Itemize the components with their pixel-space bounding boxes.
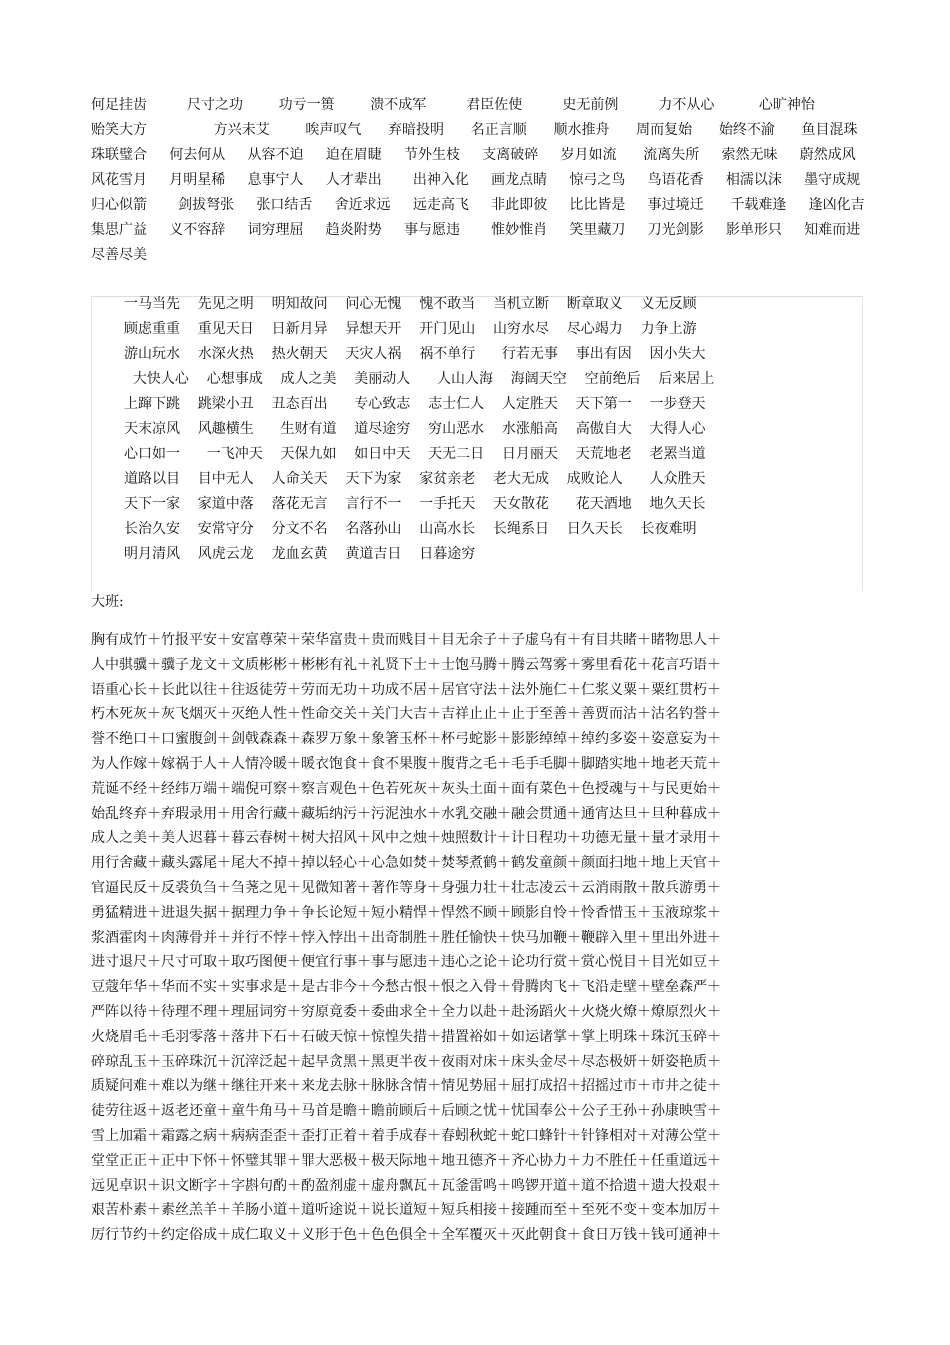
idiom-chain-row: 徒劳往返＋返老还童＋童牛角马＋马首是瞻＋瞻前顾后＋后顾之忧＋忧国奉公＋公子王孙＋孙康映雪＋ bbox=[91, 1103, 721, 1120]
idiom-row: 一马当先 先见之明 明知故问 问心无愧 愧不敢当 当机立断 断章取义 义无反顾 bbox=[124, 296, 697, 312]
idiom-chain-row: 勇猛精进＋进退失据＋据理力争＋争长论短＋短小精悍＋悍然不顾＋顾影自怜＋怜香惜玉＋玉液琼浆＋ bbox=[91, 904, 721, 921]
class-label: 大班: bbox=[91, 594, 124, 610]
idiom-row: 贻笑大方 方兴未艾 唉声叹气 弃暗投明 名正言顺 顺水推舟 周而复始 始终不渝 鱼目混珠 bbox=[91, 122, 858, 138]
idiom-chain-row: 厉行节约＋约定俗成＋成仁取义＋义形于色＋色色俱全＋全军覆灭＋灭此朝食＋食日万钱＋钱可通神＋ bbox=[91, 1227, 721, 1244]
idiom-row: 尽善尽美 bbox=[91, 247, 147, 263]
idiom-chain-row: 始乱终弃＋弃瑕录用＋用舍行藏＋藏垢纳污＋污泥浊水＋水乳交融＋融会贯通＋通宵达旦＋旦种暮成＋ bbox=[91, 805, 721, 822]
idiom-chain-row: 雪上加霜＋霜露之病＋病病歪歪＋歪打正着＋着手成春＋春蚓秋蛇＋蛇口蜂针＋针锋相对＋对薄公堂＋ bbox=[91, 1127, 721, 1144]
idiom-row: 珠联璧合 何去何从 从容不迫 迫在眉睫 节外生枝 支离破碎 岁月如流 流离失所 索然无味 蔚然成风 bbox=[91, 147, 856, 163]
idiom-chain-row: 火烧眉毛＋毛羽零落＋落井下石＋石破天惊＋惊惶失措＋措置裕如＋如运诸掌＋掌上明珠＋珠沉玉碎＋ bbox=[91, 1028, 721, 1045]
idiom-chain-row: 胸有成竹＋竹报平安＋安富尊荣＋荣华富贵＋贵而贱目＋目无余子＋子虚乌有＋有目共睹＋睹物思人＋ bbox=[91, 632, 721, 648]
idiom-row: 天下一家 家道中落 落花无言 言行不一 一手托天 天女散花 花天酒地 地久天长 bbox=[124, 496, 706, 512]
idiom-row: 集思广益 义不容辞 词穷理屈 趋炎附势 事与愿违 惟妙惟肖 笑里藏刀 刀光剑影 影单形只 知难而进 bbox=[91, 222, 861, 238]
idiom-row: 上蹿下跳 跳梁小丑 丑态百出 专心致志 志士仁人 人定胜天 天下第一 一步登天 bbox=[124, 396, 706, 412]
idiom-chain-row: 荒诞不经＋经纬万端＋端倪可察＋察言观色＋色若死灰＋灰头土面＋面有菜色＋色授魂与＋与民更始＋ bbox=[91, 780, 721, 797]
idiom-chain-row: 成人之美＋美人迟暮＋暮云春树＋树大招风＋风中之烛＋烛照数计＋计日程功＋功德无量＋量才录用＋ bbox=[91, 830, 721, 847]
idiom-row: 大快人心 心想事成 成人之美 美丽动人 人山人海 海阔天空 空前绝后 后来居上 bbox=[124, 371, 715, 387]
idiom-list-section-1 bbox=[91, 93, 871, 268]
idiom-row: 归心似箭 剑拔弩张 张口结舌 舍近求远 远走高飞 非此即彼 比比皆是 事过境迁 千载难逢 逢凶化吉 bbox=[91, 197, 865, 213]
idiom-chain-row: 浆酒霍肉＋肉薄骨并＋并行不悖＋悖入悖出＋出奇制胜＋胜任愉快＋快马加鞭＋鞭辟入里＋里出外进＋ bbox=[91, 929, 721, 946]
idiom-chain-row: 远见卓识＋识文断字＋字斟句酌＋酌盈剂虚＋虚舟飘瓦＋瓦釜雷鸣＋鸣锣开道＋道不拾遗＋遗大投艰＋ bbox=[91, 1177, 721, 1194]
idiom-chain-row: 碎琼乱玉＋玉碎珠沉＋沉滓泛起＋起早贪黑＋黑更半夜＋夜雨对床＋床头金尽＋尽态极妍＋妍姿艳质＋ bbox=[91, 1053, 721, 1070]
idiom-chain-row: 豆蔻年华＋华而不实＋实事求是＋是古非今＋今愁古恨＋恨之入骨＋骨腾肉飞＋飞沿走壁＋壁垒森严＋ bbox=[91, 979, 721, 996]
idiom-chain-row: 用行舍藏＋藏头露尾＋尾大不掉＋掉以轻心＋心急如焚＋焚琴煮鹤＋鹤发童颜＋颜面扫地＋地上天官＋ bbox=[91, 855, 721, 872]
idiom-chain-row: 严阵以待＋待理不理＋理屈词穷＋穷原竟委＋委曲求全＋全力以赴＋赴汤蹈火＋火烧火燎＋燎原烈火＋ bbox=[91, 1003, 721, 1020]
idiom-chain-row: 人中骐骥＋骥子龙文＋文质彬彬＋彬彬有礼＋礼贤下士＋士饱马腾＋腾云驾雾＋雾里看花＋花言巧语＋ bbox=[91, 656, 721, 673]
idiom-chain-row: 语重心长＋长此以往＋往返徒劳＋劳而无功＋功成不居＋居官守法＋法外施仁＋仁浆义粟＋粟红贯朽＋ bbox=[91, 681, 721, 698]
idiom-chain-row: 为人作嫁＋嫁祸于人＋人情冷暖＋暖衣饱食＋食不果腹＋腹背之毛＋毛手毛脚＋脚踏实地＋地老天荒＋ bbox=[91, 755, 721, 772]
idiom-row: 风花雪月 月明星稀 息事宁人 人才辈出 出神入化 画龙点睛 惊弓之鸟 鸟语花香 相濡以沫 墨守成规 bbox=[91, 172, 861, 188]
idiom-row: 明月清风 风虎云龙 龙血玄黄 黄道吉日 日暮途穷 bbox=[124, 546, 476, 562]
idiom-row: 何足挂齿 尺寸之功 功亏一篑 溃不成军 君臣佐使 史无前例 力不从心 心旷神怡 bbox=[91, 97, 815, 113]
idiom-chain-row: 誉不绝口＋口蜜腹剑＋剑戟森森＋森罗万象＋象箸玉杯＋杯弓蛇影＋影影绰绰＋绰约多姿＋姿意妄为＋ bbox=[91, 731, 721, 748]
idiom-chain-row: 进寸退尺＋尺寸可取＋取巧图便＋便宜行事＋事与愿违＋违心之论＋论功行赏＋赏心悦目＋目光如豆＋ bbox=[91, 954, 721, 971]
idiom-chain-row: 质疑问难＋难以为继＋继往开来＋来龙去脉＋脉脉含情＋情见势屈＋屈打成招＋招摇过市＋市井之徒＋ bbox=[91, 1078, 721, 1095]
idiom-row: 顾虑重重 重见天日 日新月异 异想天开 开门见山 山穷水尽 尽心竭力 力争上游 bbox=[124, 321, 697, 337]
idiom-row: 心口如一 一飞冲天 天保九如 如日中天 天无二日 日月丽天 天荒地老 老罴当道 bbox=[124, 446, 706, 462]
idiom-chain-row: 朽木死灰＋灰飞烟灭＋灭绝人性＋性命交关＋关门大吉＋吉祥止止＋止于至善＋善贾而沽＋沽名钓誉＋ bbox=[91, 706, 721, 723]
idiom-row: 长治久安 安常守分 分文不名 名落孙山 山高水长 长绳系日 日久天长 长夜难明 bbox=[124, 521, 697, 537]
idiom-row: 道路以目 目中无人 人命关天 天下为家 家贫亲老 老大无成 成败论人 人众胜天 bbox=[124, 471, 706, 487]
idiom-row: 游山玩水 水深火热 热火朝天 天灾人祸 祸不单行 行若无事 事出有因 因小失大 bbox=[124, 346, 706, 362]
idiom-row: 天末凉风 风趣横生 生财有道 道尽途穷 穷山恶水 水涨船高 高傲自大 大得人心 bbox=[124, 421, 706, 437]
idiom-chain-row: 堂堂正正＋正中下怀＋怀璧其罪＋罪大恶极＋极天际地＋地丑德齐＋齐心协力＋力不胜任＋任重道远＋ bbox=[91, 1152, 721, 1169]
idiom-list-section-2 bbox=[124, 292, 854, 567]
idiom-chain-section bbox=[91, 628, 851, 1248]
idiom-chain-row: 官逼民反＋反裘负刍＋刍荛之见＋见微知著＋著作等身＋身强力壮＋壮志凌云＋云消雨散＋散兵游勇＋ bbox=[91, 879, 721, 896]
idiom-chain-row: 艰苦朴素＋素丝羔羊＋羊肠小道＋道听途说＋说长道短＋短兵相接＋接踵而至＋至死不变＋变本加厉＋ bbox=[91, 1202, 721, 1219]
